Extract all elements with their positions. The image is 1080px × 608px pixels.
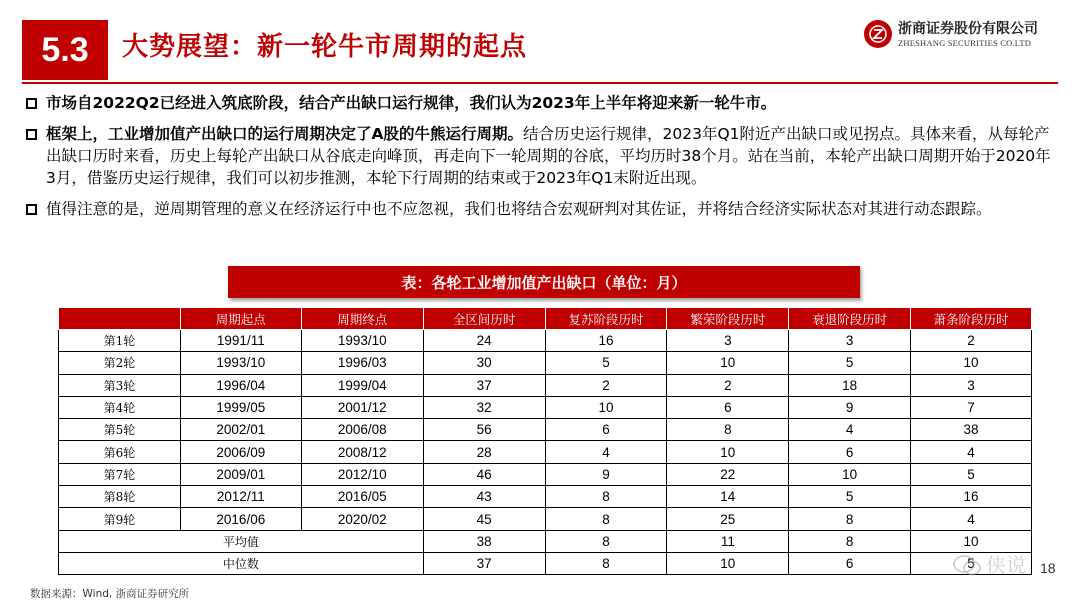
round-label-cell: 第3轮 — [59, 374, 181, 396]
table-row — [59, 396, 1032, 418]
company-logo — [864, 18, 1059, 58]
table-cell: 2 — [545, 374, 667, 396]
table-cell: 8 — [789, 530, 911, 552]
table-cell: 5 — [789, 352, 911, 374]
table-cell: 8 — [545, 530, 667, 552]
table-row — [59, 508, 1032, 530]
table-cell: 5 — [911, 552, 1032, 574]
table-cell: 10 — [789, 463, 911, 485]
bullet-item — [26, 123, 1056, 189]
table-cell: 2016/05 — [301, 486, 423, 508]
table-cell: 6 — [545, 419, 667, 441]
table-cell: 4 — [789, 419, 911, 441]
table-stats-row — [59, 552, 1032, 574]
logo-chinese-name: 浙商证券股份有限公司 — [898, 21, 1038, 37]
table-cell: 22 — [667, 463, 789, 485]
table-cell: 5 — [545, 352, 667, 374]
table-cell: 2020/02 — [301, 508, 423, 530]
table-cell: 16 — [911, 486, 1032, 508]
table-stats-row — [59, 530, 1032, 552]
table-cell: 10 — [545, 396, 667, 418]
table-cell: 43 — [423, 486, 545, 508]
table-cell: 6 — [789, 552, 911, 574]
square-bullet-icon — [26, 98, 37, 109]
table-row — [59, 330, 1032, 352]
table-cell: 25 — [667, 508, 789, 530]
round-label-cell: 第1轮 — [59, 330, 181, 352]
table-cell: 10 — [667, 352, 789, 374]
table-cell: 5 — [911, 463, 1032, 485]
round-label-cell: 第2轮 — [59, 352, 181, 374]
table-cell: 9 — [789, 396, 911, 418]
table-cell: 4 — [911, 508, 1032, 530]
table-cell: 56 — [423, 419, 545, 441]
table-cell: 1999/05 — [180, 396, 301, 418]
table-cell: 1993/10 — [301, 330, 423, 352]
table-cell: 8 — [545, 486, 667, 508]
table-cell: 2012/11 — [180, 486, 301, 508]
bullet-text: 值得注意的是，逆周期管理的意义在经济运行中也不应忽视，我们也将结合宏观研判对其佐证，并将结合经济实际状态对其进行动态跟踪。 — [46, 200, 992, 218]
watermark-text: 侠说 — [986, 553, 1026, 577]
logo-mark-icon — [864, 20, 892, 48]
table-cell: 3 — [667, 330, 789, 352]
table-cell: 4 — [545, 441, 667, 463]
page-number: 18 — [1040, 560, 1056, 576]
table-cell: 3 — [911, 374, 1032, 396]
table-cell: 6 — [667, 396, 789, 418]
table-cell: 1996/04 — [180, 374, 301, 396]
header-cell: 周期起点 — [180, 308, 301, 330]
square-bullet-icon — [26, 129, 37, 140]
table-cell: 45 — [423, 508, 545, 530]
table-cell: 3 — [789, 330, 911, 352]
title-divider — [22, 82, 1058, 84]
header-cell: 衰退阶段历时 — [789, 308, 911, 330]
table-cell: 46 — [423, 463, 545, 485]
table-cell: 14 — [667, 486, 789, 508]
table-cell: 10 — [667, 441, 789, 463]
table-cell: 2012/10 — [301, 463, 423, 485]
bullet-bold-text: 框架上，工业增加值产出缺口的运行周期决定了A股的牛熊运行周期。 — [46, 125, 523, 143]
table-cell: 30 — [423, 352, 545, 374]
bullet-list — [26, 92, 1056, 229]
table-cell: 24 — [423, 330, 545, 352]
round-label-cell: 第7轮 — [59, 463, 181, 485]
stat-label-cell: 中位数 — [59, 552, 424, 574]
bullet-item — [26, 198, 1056, 220]
table-row — [59, 352, 1032, 374]
bullet-item — [26, 92, 1056, 114]
table-cell: 2006/09 — [180, 441, 301, 463]
table-cell: 8 — [545, 508, 667, 530]
table-cell: 10 — [667, 552, 789, 574]
section-number-badge: 5.3 — [22, 20, 108, 80]
table-header-row — [59, 308, 1032, 330]
table-cell: 6 — [789, 441, 911, 463]
table-cell: 37 — [423, 374, 545, 396]
table-cell: 8 — [667, 419, 789, 441]
table-cell: 5 — [789, 486, 911, 508]
header-cell — [59, 308, 181, 330]
top-bar — [0, 0, 1080, 5]
table-cell: 28 — [423, 441, 545, 463]
table-cell: 2008/12 — [301, 441, 423, 463]
table-cell: 37 — [423, 552, 545, 574]
data-source-note: 数据来源：Wind, 浙商证券研究所 — [30, 588, 190, 600]
output-gap-table — [58, 307, 1032, 575]
table-cell: 10 — [911, 530, 1032, 552]
table-cell: 1996/03 — [301, 352, 423, 374]
wechat-watermark-icon — [952, 548, 1042, 582]
table-cell: 2 — [667, 374, 789, 396]
round-label-cell: 第8轮 — [59, 486, 181, 508]
table-cell: 10 — [911, 352, 1032, 374]
table-cell: 18 — [789, 374, 911, 396]
table-cell: 7 — [911, 396, 1032, 418]
header-cell: 全区间历时 — [423, 308, 545, 330]
round-label-cell: 第9轮 — [59, 508, 181, 530]
header-cell: 周期终点 — [301, 308, 423, 330]
table-cell: 16 — [545, 330, 667, 352]
table-cell: 32 — [423, 396, 545, 418]
table-cell: 2002/01 — [180, 419, 301, 441]
bullet-bold-text: 市场自2022Q2已经进入筑底阶段，结合产出缺口运行规律，我们认为2023年上半年将迎来新一轮牛市。 — [46, 94, 777, 112]
table-title: 表：各轮工业增加值产出缺口（单位：月） — [228, 266, 860, 298]
table-cell: 8 — [545, 552, 667, 574]
table-row — [59, 486, 1032, 508]
stat-label-cell: 平均值 — [59, 530, 424, 552]
table-cell: 2001/12 — [301, 396, 423, 418]
slide-title: 大势展望：新一轮牛市周期的起点 — [122, 32, 528, 62]
header-cell: 萧条阶段历时 — [911, 308, 1032, 330]
table-cell: 2016/06 — [180, 508, 301, 530]
table-cell: 38 — [423, 530, 545, 552]
table-cell: 1993/10 — [180, 352, 301, 374]
round-label-cell: 第5轮 — [59, 419, 181, 441]
round-label-cell: 第4轮 — [59, 396, 181, 418]
logo-english-name: ZHESHANG SECURITIES CO.LTD — [898, 38, 1032, 48]
table-cell: 2009/01 — [180, 463, 301, 485]
header-cell: 复苏阶段历时 — [545, 308, 667, 330]
table-cell: 2 — [911, 330, 1032, 352]
square-bullet-icon — [26, 204, 37, 215]
table-row — [59, 419, 1032, 441]
table-cell: 1999/04 — [301, 374, 423, 396]
table-cell: 4 — [911, 441, 1032, 463]
table-cell: 11 — [667, 530, 789, 552]
table-row — [59, 463, 1032, 485]
table-cell: 8 — [789, 508, 911, 530]
table-cell: 9 — [545, 463, 667, 485]
table-cell: 1991/11 — [180, 330, 301, 352]
table-cell: 38 — [911, 419, 1032, 441]
table-row — [59, 441, 1032, 463]
table-row — [59, 374, 1032, 396]
table-cell: 2006/08 — [301, 419, 423, 441]
bullet-text: 结合历史运行规律，2023年Q1附近产出缺口或见拐点。具体来看，从每轮产出缺口历时来看，历史上每轮产出缺口从谷底走向峰顶，再走向下一轮周期的谷底，平均历时38个月。站在当前，本轮产出缺口周期开始于2020年3月，借鉴历史运行规律，我们可以初步推测，本轮下行周期的结束或于2023年Q1末附近出现。 — [46, 125, 1051, 187]
header-cell: 繁荣阶段历时 — [667, 308, 789, 330]
round-label-cell: 第6轮 — [59, 441, 181, 463]
